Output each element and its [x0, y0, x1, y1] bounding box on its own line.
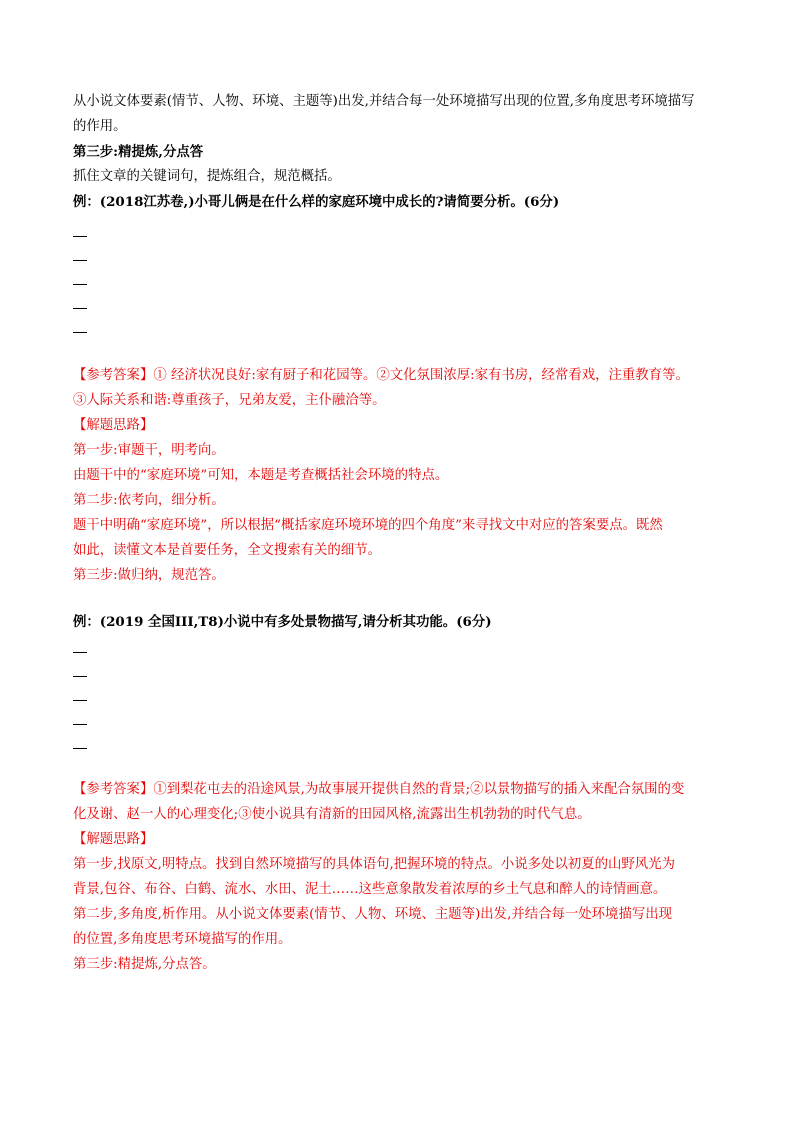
answer-blank-line — [73, 676, 87, 677]
example2-answer-line-1: 【参考答案】①到梨花屯去的沿途风景,为故事展开提供自然的背景;②以景物描写的插入来配合氛围的变 — [73, 782, 685, 797]
example1-answer-line-2: ③人际关系和谐:尊重孩子，兄弟友爱，主仆融洽等。 — [73, 393, 386, 408]
example2-analysis-line: 的位置,多角度思考环境描写的作用。 — [73, 932, 292, 947]
answer-blank-line — [73, 748, 87, 749]
example1-analysis-line: 题干中明确“家庭环境”，所以根据“概括家庭环境环境的四个角度”来寻找文中对应的答案要点。既然 — [73, 518, 663, 533]
answer-blank-line — [73, 260, 87, 261]
example1-analysis-line: 第一步:审题干，明考向。 — [73, 443, 225, 458]
example1-analysis-line: 由题干中的“家庭环境”可知，本题是考查概括社会环境的特点。 — [73, 468, 449, 483]
step3-heading: 第三步:精提炼,分点答 — [73, 144, 204, 160]
example1-answer-line-1: 【参考答案】① 经济状况良好:家有厨子和花园等。②文化氛围浓厚:家有书房，经常看戏，注重教育等。 — [73, 368, 689, 383]
answer-blank-line — [73, 332, 87, 333]
example1-analysis-line: 如此，读懂文本是首要任务，全文搜索有关的细节。 — [73, 543, 381, 558]
example2-analysis-title: 【解题思路】 — [73, 832, 154, 847]
answer-blank-line — [73, 284, 87, 285]
answer-blank-line — [73, 652, 87, 653]
answer-blank-line — [73, 700, 87, 701]
answer-blank-line — [73, 724, 87, 725]
example2-analysis-line: 第一步,找原文,明特点。找到自然环境描写的具体语句,把握环境的特点。小说多处以初夏的山野风光为 — [73, 857, 675, 872]
example2-answer-line-2: 化及谢、赵一人的心理变化;③使小说具有清新的田园风格,流露出生机勃勃的时代气息。 — [73, 807, 591, 822]
step3-text: 抓住文章的关键词句，提炼组合，规范概括。 — [73, 169, 341, 184]
intro-line-1: 从小说文体要素(情节、人物、环境、主题等)出发,并结合每一处环境描写出现的位置,多角度思考环境描写 — [73, 94, 695, 109]
example1-analysis-title: 【解题思路】 — [73, 418, 154, 433]
example2-analysis-line: 背景,包谷、布谷、白鹤、流水、水田、泥土……这些意象散发着浓厚的乡土气息和醉人的诗情画意。 — [73, 882, 667, 897]
intro-line-2: 的作用。 — [73, 119, 127, 134]
answer-blank-line — [73, 308, 87, 309]
example2-analysis-line: 第三步:精提炼,分点答。 — [73, 957, 216, 972]
example1-question: 例：(2018江苏卷,)小哥儿俩是在什么样的家庭环境中成长的?请简要分析。(6分) — [73, 194, 560, 210]
example2-question: 例：(2019 全国III,T8)小说中有多处景物描写,请分析其功能。(6分) — [73, 614, 492, 630]
example1-analysis-line: 第三步:做归纳，规范答。 — [73, 568, 225, 583]
example2-analysis-line: 第二步,多角度,析作用。从小说文体要素(情节、人物、环境、主题等)出发,并结合每一处环境描写出现 — [73, 907, 673, 922]
example1-analysis-line: 第二步:依考向，细分析。 — [73, 493, 225, 508]
answer-blank-line — [73, 236, 87, 237]
